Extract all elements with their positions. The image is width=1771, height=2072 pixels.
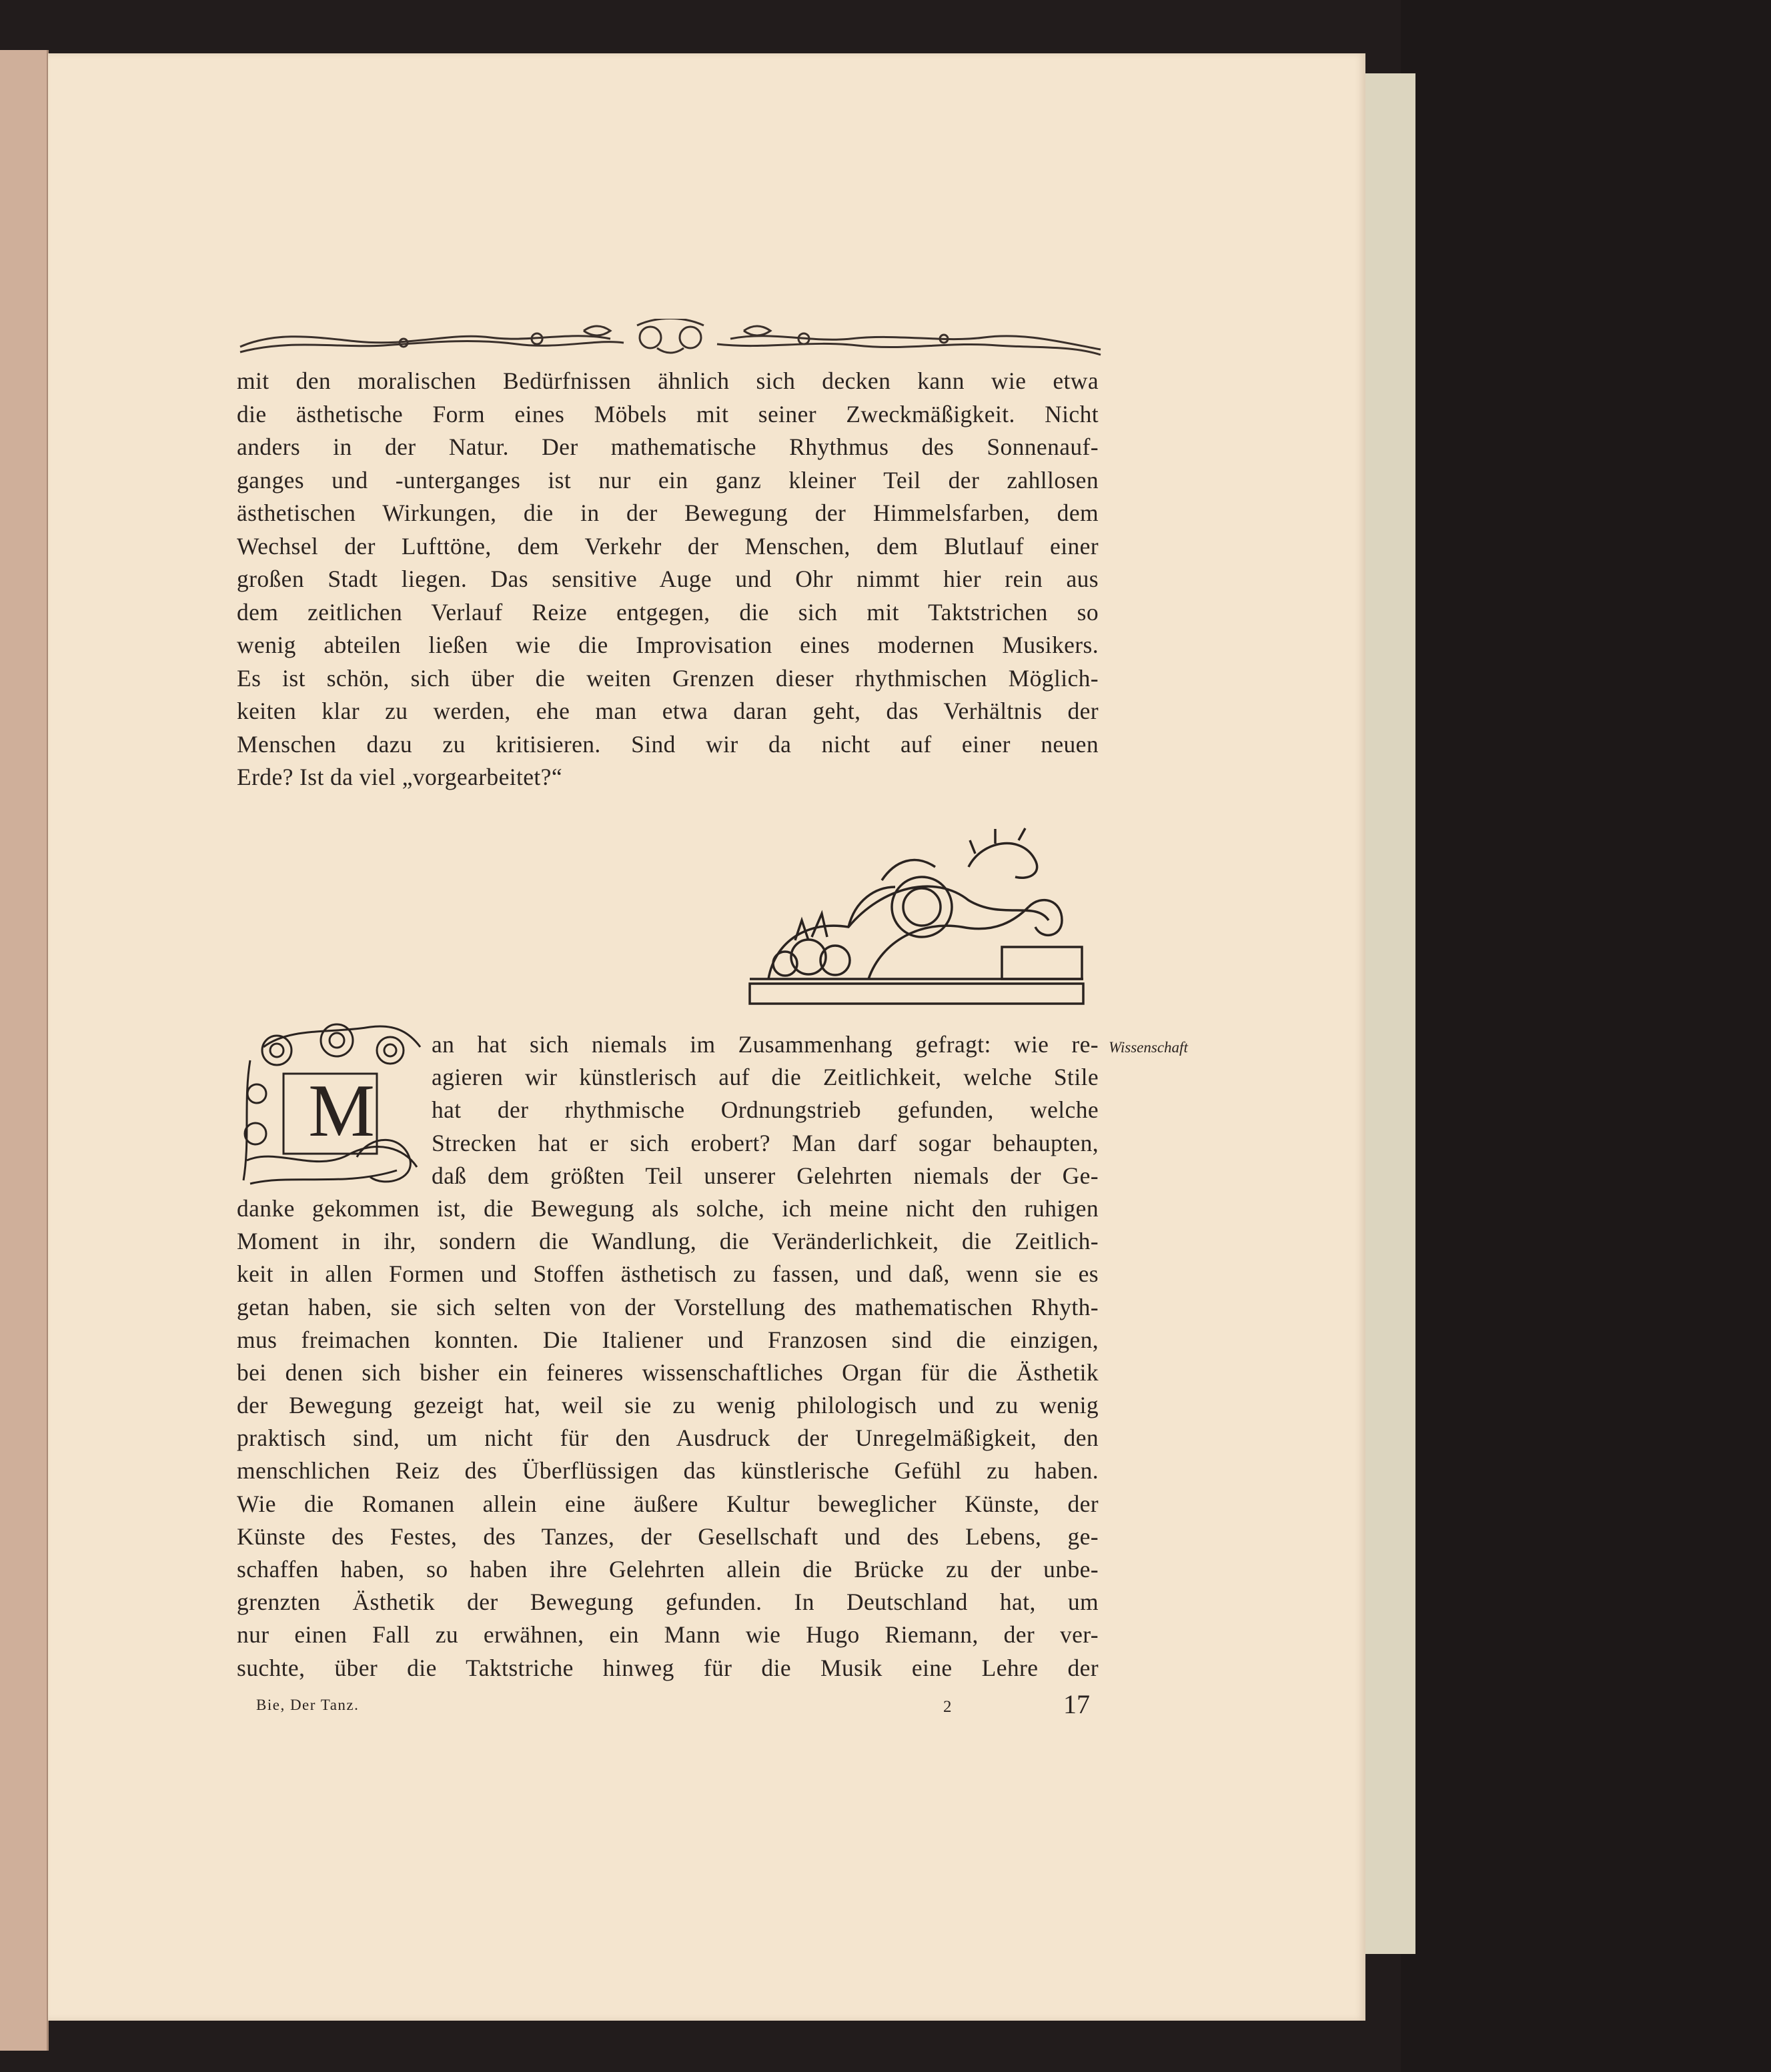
signature-mark: 2 [943,1698,952,1716]
text-line: Künste des Festes, des Tanzes, der Gesellschaft und des Lebens, ge- [237,1522,1099,1550]
background [1401,0,1771,2072]
text-line: großen Stadt liegen. Das sensitive Auge und Ohr nimmt hier rein aus [237,566,1099,592]
text-line: Erde? Ist da viel „vorgearbeitet?“ [237,764,562,790]
text-line: Wechsel der Lufttöne, dem Verkehr der Menschen, dem Blutlauf einer [237,532,1099,560]
text-line: bei denen sich bisher ein feineres wissenschaftliches Organ für die Ästhetik [237,1358,1099,1386]
page-number: 17 [1063,1689,1090,1719]
text-line: grenzten Ästhetik der Bewegung gefunden. In Deutschland hat, um [237,1589,1099,1616]
text-line: daß dem größten Teil unserer Gelehrten niemals der Ge- [432,1162,1099,1189]
text-line: die ästhetische Form eines Möbels mit seiner Zweckmäßigkeit. Nicht [237,400,1099,427]
text-line: mit den moralischen Bedürfnissen ähnlich sich decken kann wie etwa [237,367,1099,394]
text-line: an hat sich niemals im Zusammenhang gefragt: wie re- [432,1031,1099,1058]
text-line: agieren wir künstlerisch auf die Zeitlichkeit, welche Stile [432,1064,1099,1091]
text-line: keit in allen Formen und Stoffen ästhetisch zu fassen, und daß, wenn sie es [237,1260,1099,1288]
text-line: der Bewegung gezeigt hat, weil sie zu wenig philologisch und zu wenig [237,1392,1099,1419]
text-line: nur einen Fall zu erwähnen, ein Mann wie Hugo Riemann, der ver- [237,1621,1099,1649]
text-line: Wie die Romanen allein eine äußere Kultur beweglicher Künste, der [237,1490,1099,1517]
text-line: schaffen haben, so haben ihre Gelehrten allein die Brücke zu der unbe- [237,1556,1099,1583]
text-line: dem zeitlichen Verlauf Reize entgegen, die sich mit Taktstrichen so [237,598,1099,626]
drop-cap-letter: M [308,1070,375,1152]
book-page [48,53,1365,2021]
text-line: getan haben, sie sich selten von der Vorstellung des mathematischen Rhyth- [237,1293,1099,1320]
top-paragraph [237,365,1099,794]
text-line: Strecken hat er sich erobert? Man darf sogar behaupten, [432,1129,1099,1156]
ornamental-header-icon [237,319,1104,359]
text-line: danke gekommen ist, die Bewegung als solche, ich meine nicht den ruhigen [237,1194,1099,1222]
text-line: Moment in ihr, sondern die Wandlung, die Veränderlichkeit, die Zeitlich- [237,1228,1099,1255]
text-line: praktisch sind, um nicht für den Ausdruck der Unregelmäßigkeit, den [237,1424,1099,1452]
footer-title: Bie, Der Tanz. [256,1697,360,1713]
text-line: wenig abteilen ließen wie die Improvisation eines modernen Musikers. [237,632,1099,658]
marginal-note: Wissenschaft [1109,1039,1188,1056]
text-line: Menschen dazu zu kritisieren. Sind wir da nicht auf einer neuen [237,730,1099,758]
text-line: ganges und -unterganges ist nur ein ganz kleiner Teil der zahllosen [237,466,1099,493]
text-line: suchte, über die Taktstriche hinweg für die Musik eine Lehre der [237,1654,1099,1681]
text-line: keiten klar zu werden, ehe man etwa daran geht, das Verhältnis der [237,698,1099,724]
text-line: Es ist schön, sich über die weiten Grenzen dieser rhythmischen Möglich- [237,664,1099,692]
text-line: anders in der Natur. Der mathematische Rhythmus des Sonnenauf- [237,433,1099,460]
text-line: hat der rhythmische Ordnungstrieb gefunden, welche [432,1096,1099,1124]
text-line: mus freimachen konnten. Die Italiener und Franzosen sind die einzigen, [237,1326,1099,1353]
text-line: menschlichen Reiz des Überflüssigen das künstlerische Gefühl zu haben. [237,1457,1099,1484]
second-paragraph [237,1028,1099,1685]
cornucopia-illustration-icon [748,827,1095,1007]
text-line: ästhetischen Wirkungen, die in der Bewegung der Himmelsfarben, dem [237,499,1099,526]
facing-page-edge [0,50,49,2051]
